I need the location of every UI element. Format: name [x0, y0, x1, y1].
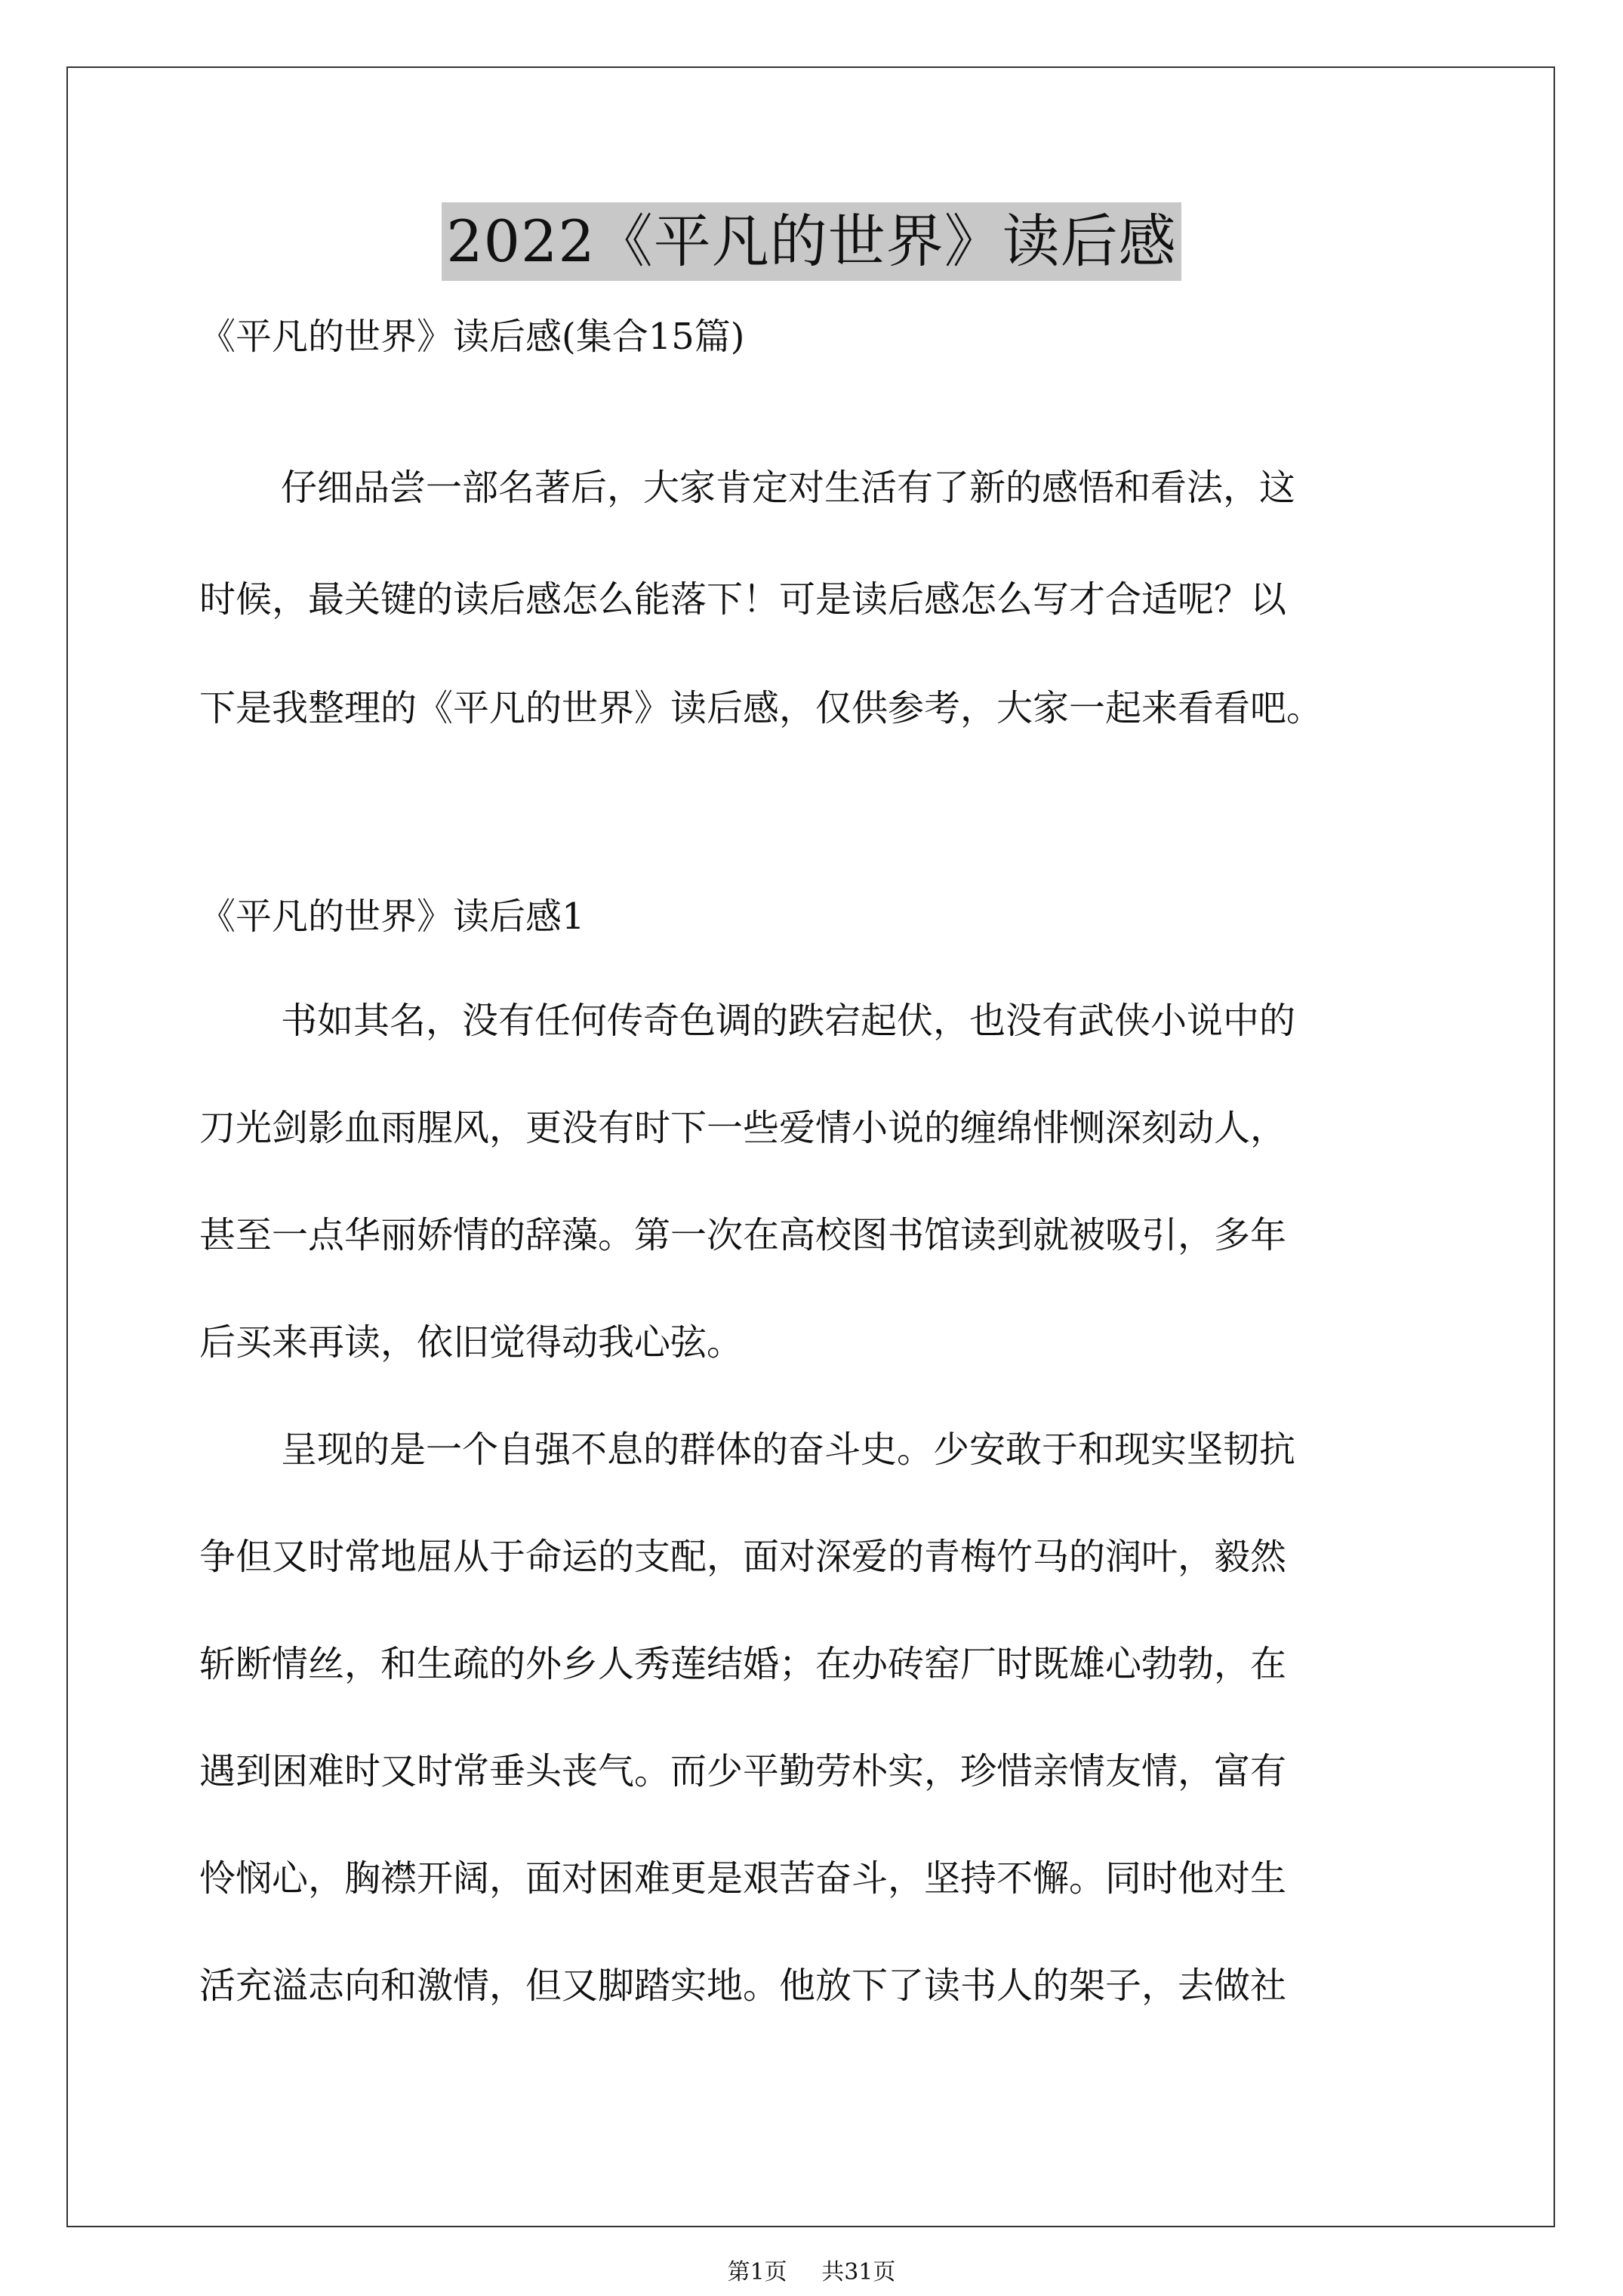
intro-line: 仔细品尝一部名著后，大家肯定对生活有了新的感悟和看法，这	[281, 467, 1296, 509]
paragraph-line: 怜悯心，胸襟开阔，面对困难更是艰苦奋斗，坚持不懈。同时他对生	[199, 1857, 1287, 1900]
page-footer	[0, 2257, 1623, 2288]
document-title: 2022《平凡的世界》读后感	[442, 202, 1181, 281]
paragraph-line: 甚至一点华丽娇情的辞藻。第一次在高校图书馆读到就被吸引，多年	[199, 1214, 1287, 1256]
document-subtitle: 《平凡的世界》读后感(集合15篇)	[199, 316, 745, 358]
paragraph-line: 活充溢志向和激情，但又脚踏实地。他放下了读书人的架子，去做社	[199, 1965, 1287, 2007]
paragraph-line: 后买来再读，依旧觉得动我心弦。	[199, 1321, 744, 1364]
intro-line: 下是我整理的《平凡的世界》读后感，仅供参考，大家一起来看看吧。	[199, 687, 1323, 729]
paragraph-line: 争但又时常地屈从于命运的支配，面对深爱的青梅竹马的润叶，毅然	[199, 1536, 1287, 1578]
page-number: 第1页	[727, 2259, 787, 2285]
paragraph-line: 遇到困难时又时常垂头丧气。而少平勤劳朴实，珍惜亲情友情，富有	[199, 1750, 1287, 1792]
section-heading: 《平凡的世界》读后感1	[199, 895, 585, 938]
intro-line: 时候，最关键的读后感怎么能落下！可是读后感怎么写才合适呢？以	[199, 578, 1287, 621]
paragraph-line: 呈现的是一个自强不息的群体的奋斗史。少安敢于和现实坚韧抗	[281, 1428, 1296, 1471]
paragraph-line: 书如其名，没有任何传奇色调的跌宕起伏，也没有武侠小说中的	[281, 1000, 1296, 1042]
page-total: 共31页	[821, 2259, 896, 2285]
paragraph-line: 斩断情丝，和生疏的外乡人秀莲结婚；在办砖窑厂时既雄心勃勃，在	[199, 1643, 1287, 1685]
title-container	[0, 202, 1623, 281]
paragraph-line: 刀光剑影血雨腥风，更没有时下一些爱情小说的缠绵悱恻深刻动人，	[199, 1107, 1287, 1149]
